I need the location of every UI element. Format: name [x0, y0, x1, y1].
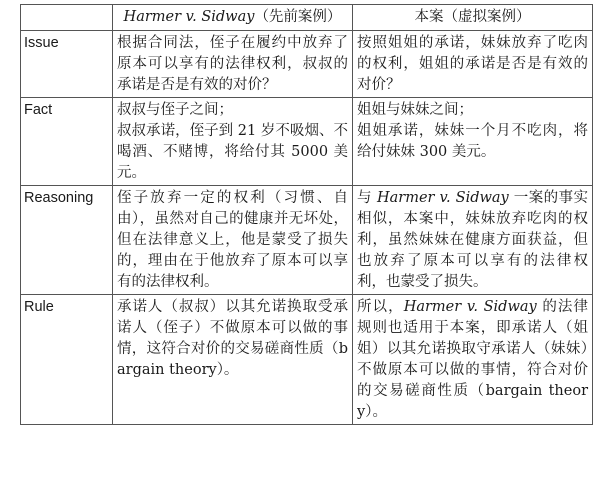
rule-current-case-name: Harmer v. Sidway — [403, 299, 537, 315]
issue-current-cell: 按照姐姐的承诺，妹妹放弃了吃肉的权利，姐姐的承诺是否是有效的对价？ — [353, 31, 593, 98]
row-label-issue: Issue — [21, 31, 113, 98]
rule-precedent-cell: 承诺人（叔叔）以其允诺换取受承诺人（侄子）不做原本可以做的事情，这符合对价的交易磋商性质（bargain theory）。 — [113, 295, 353, 425]
table-row-reasoning — [21, 186, 593, 295]
row-label-fact: Fact — [21, 98, 113, 186]
fact-current-cell — [353, 98, 593, 186]
header-blank-cell — [21, 5, 113, 31]
table-row-issue — [21, 31, 593, 98]
reasoning-precedent-cell: 侄子放弃一定的权利（习惯、自由），虽然对自己的健康并无坏处，但在法律意义上，他是蒙受了损失的，理由在于他放弃了原本可以享有的法律权利。 — [113, 186, 353, 295]
fact-current-parties: 姐姐与妹妹之间； — [357, 102, 473, 118]
fact-precedent-cell — [113, 98, 353, 186]
fact-precedent-promise: 叔叔承诺，侄子到 21 岁不吸烟、不喝酒、不赌博，将给付其 5000 美元。 — [117, 123, 348, 181]
table-row-fact — [21, 98, 593, 186]
rule-current-pre: 所以， — [357, 299, 404, 315]
reasoning-current-case-name: Harmer v. Sidway — [376, 190, 509, 206]
fact-precedent-parties: 叔叔与侄子之间； — [117, 102, 233, 118]
case-comparison-table — [20, 4, 593, 425]
precedent-case-name: Harmer v. Sidway — [123, 9, 255, 25]
row-label-reasoning: Reasoning — [21, 186, 113, 295]
header-current-case: 本案（虚拟案例） — [353, 5, 593, 31]
precedent-case-suffix: （先前案例） — [254, 9, 342, 25]
rule-current-post: 的法律规则也适用于本案，即承诺人（姐姐）以其允诺换取守承诺人（妹妹）不做原本可以做的事情，符合对价的交易磋商性质（bargain theory）。 — [357, 299, 588, 420]
rule-current-cell — [353, 295, 593, 425]
fact-current-promise: 姐姐承诺，妹妹一个月不吃肉，将给付妹妹 300 美元。 — [357, 123, 588, 160]
row-label-rule: Rule — [21, 295, 113, 425]
reasoning-current-post: 一案的事实相似，本案中，妹妹放弃吃肉的权利，虽然妹妹在健康方面获益，但也放弃了原本可以享有的法律权利，也蒙受了损失。 — [357, 190, 589, 290]
table-row-rule — [21, 295, 593, 425]
issue-precedent-cell: 根据合同法，侄子在履约中放弃了原本可以享有的法律权利，叔叔的承诺是否是有效的对价？ — [113, 31, 353, 98]
reasoning-current-pre: 与 — [357, 190, 377, 206]
header-precedent-case — [113, 5, 353, 31]
table-header-row — [21, 5, 593, 31]
reasoning-current-cell — [353, 186, 593, 295]
